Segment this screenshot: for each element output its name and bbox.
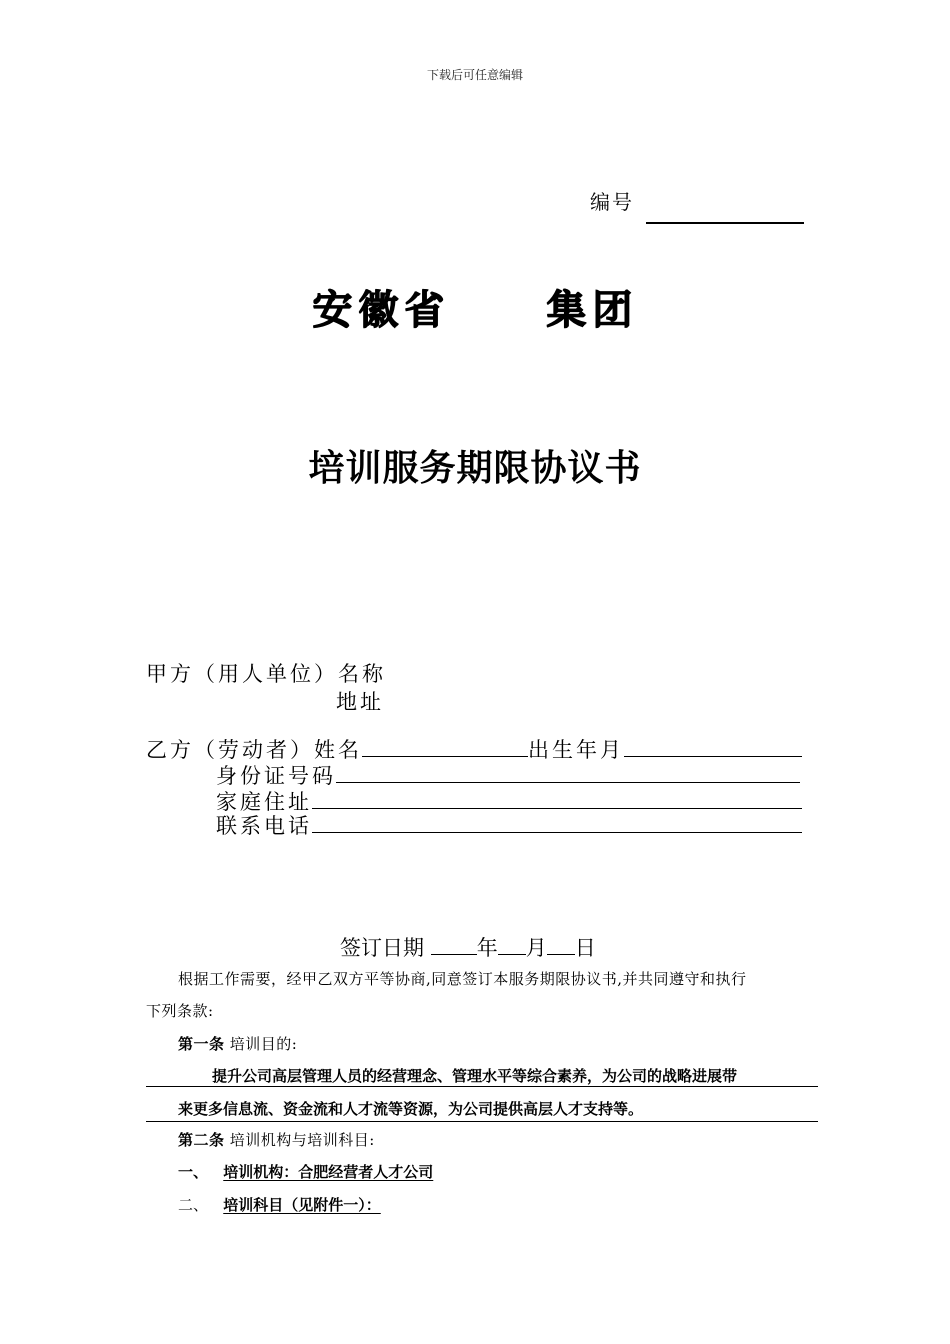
- article-2-title: 第二条: [178, 1131, 225, 1149]
- article-2-item-2: [178, 1194, 381, 1215]
- article-1-title: 第一条: [178, 1035, 225, 1053]
- phone-label: 联系电话: [216, 814, 312, 838]
- article-2-subtitle: 培训机构与培训科目:: [229, 1131, 375, 1149]
- item-2-number: 二、: [178, 1196, 209, 1214]
- article-1-rule-1: [146, 1086, 818, 1087]
- month-field-line[interactable]: [498, 934, 526, 955]
- day-label: 日: [574, 936, 596, 960]
- phone-field-line[interactable]: [312, 812, 802, 833]
- item-1-text: 培训机构：合肥经营者人才公司: [223, 1163, 434, 1181]
- document-title: 培训服务期限协议书: [308, 448, 642, 489]
- article-1-heading: [178, 1033, 297, 1054]
- phone-row: [216, 810, 802, 840]
- number-field-line[interactable]: [646, 222, 804, 224]
- birth-label: 出生年月: [528, 738, 624, 762]
- party-a-address-label: 地址: [336, 690, 384, 714]
- article-2-item-1: [178, 1161, 433, 1182]
- item-1-number: 一、: [178, 1163, 209, 1181]
- company-name: 安徽省 集团: [312, 287, 638, 333]
- article-1-rule-2: [146, 1121, 818, 1122]
- home-label: 家庭住址: [216, 790, 312, 814]
- party-b-name-label: 乙方（劳动者）姓名: [146, 738, 362, 762]
- header-note: 下载后可任意编辑: [426, 68, 523, 82]
- article-1-text-line-2: 来更多信息流、资金流和人才流等资源，为公司提供高层人才支持等。: [178, 1100, 644, 1118]
- month-label: 月: [525, 936, 547, 960]
- name-field-line[interactable]: [362, 736, 528, 757]
- number-label: 编号: [590, 190, 634, 214]
- intro-line-1: 根据工作需要，经甲乙双方平等协商,同意签订本服务期限协议书,并共同遵守和执行: [178, 970, 747, 988]
- party-a-label: 甲方（用人单位）名称: [146, 662, 386, 686]
- id-label: 身份证号码: [216, 764, 336, 788]
- day-field-line[interactable]: [547, 934, 575, 955]
- year-field-line[interactable]: [431, 934, 477, 955]
- article-1-text-line-1: 提升公司高层管理人员的经营理念、管理水平等综合素养，为公司的战略进展带: [212, 1067, 738, 1085]
- sign-date-label: 签订日期: [340, 936, 424, 960]
- home-field-line[interactable]: [312, 788, 802, 809]
- birth-field-line[interactable]: [624, 736, 802, 757]
- item-2-text: 培训科目（见附件一）：: [223, 1196, 381, 1214]
- article-1-subtitle: 培训目的:: [229, 1035, 298, 1053]
- id-field-line[interactable]: [336, 762, 800, 783]
- sign-date-row: [340, 932, 596, 962]
- article-2-heading: [178, 1129, 375, 1150]
- intro-line-2: 下列条款:: [146, 1002, 214, 1020]
- year-label: 年: [476, 936, 498, 960]
